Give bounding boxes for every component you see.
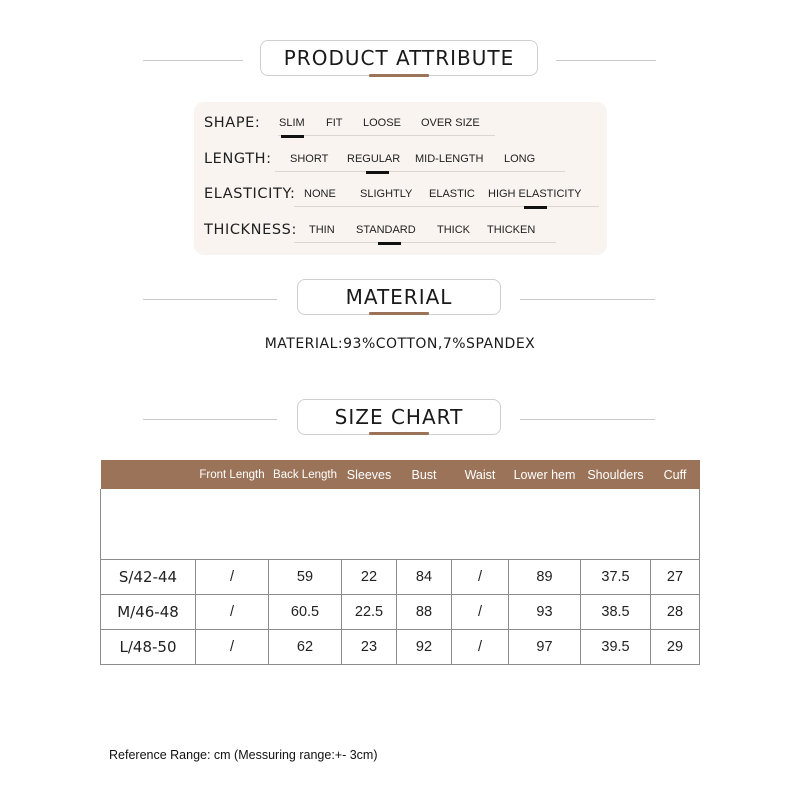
blank-row [101,489,700,559]
size-label: L/48-50 [101,629,196,664]
attr-option: HIGH ELASTICITY [488,188,582,200]
attr-option: LOOSE [363,117,401,129]
header-cell: Front Length [196,460,269,489]
attr-option: ELASTIC [429,188,475,200]
size-chart-table [100,460,700,665]
size-chart-header [0,399,800,439]
table-cell: 88 [397,594,452,629]
header-cell [101,460,196,489]
attr-option: SLIM [279,117,305,129]
attr-rule [278,135,495,136]
table-cell: 89 [509,559,581,594]
title-accent-bar [369,74,429,77]
header-cell: Waist [452,460,509,489]
section-title: MATERIAL [297,279,501,315]
attr-option: MID-LENGTH [415,153,484,165]
header-cell: Shoulders [581,460,651,489]
table-cell: / [452,629,509,664]
table-row [101,559,700,594]
table-cell: 23 [342,629,397,664]
table-cell: 92 [397,629,452,664]
title-accent-bar [369,312,429,315]
table-row [101,629,700,664]
attr-option: STANDARD [356,224,416,236]
header-cell: Sleeves [342,460,397,489]
selected-marker [524,206,547,209]
divider-line [556,60,656,61]
table-cell: 84 [397,559,452,594]
selected-marker [378,242,401,245]
attr-option: OVER SIZE [421,117,480,129]
attr-option: REGULAR [347,153,401,165]
attr-option: SHORT [290,153,329,165]
reference-range-note: Reference Range: cm (Messuring range:+- 3cm) [109,748,378,762]
attr-row-shape [194,115,607,139]
table-cell: / [452,559,509,594]
section-title: PRODUCT ATTRIBUTE [260,40,538,76]
table-cell: 38.5 [581,594,651,629]
divider-line [143,299,277,300]
table-cell: 97 [509,629,581,664]
attr-row-elasticity [194,186,607,210]
product-attribute-header [0,40,800,80]
table-cell: 28 [651,594,700,629]
divider-line [143,60,243,61]
divider-line [143,419,277,420]
title-accent-bar [369,432,429,435]
attr-option: SLIGHTLY [360,188,413,200]
size-label: M/46-48 [101,594,196,629]
selected-marker [281,135,304,138]
attribute-panel [194,102,607,255]
material-header [0,279,800,319]
selected-marker [366,171,389,174]
table-cell: / [196,594,269,629]
table-cell: / [196,559,269,594]
attr-option: THICKEN [487,224,536,236]
table-header-row [101,460,700,489]
table-cell: 22.5 [342,594,397,629]
attr-rule [294,242,556,243]
table-cell: 29 [651,629,700,664]
table-cell: 27 [651,559,700,594]
attr-label: ELASTICITY: [204,186,296,202]
attr-option: LONG [504,153,536,165]
attr-label: SHAPE: [204,115,261,131]
table-cell: 39.5 [581,629,651,664]
attr-option: THICK [437,224,470,236]
attr-option: THIN [309,224,335,236]
divider-line [520,299,655,300]
section-title: SIZE CHART [297,399,501,435]
table-cell: 60.5 [269,594,342,629]
table-cell: 93 [509,594,581,629]
table-cell: / [452,594,509,629]
attr-rule [294,206,599,207]
table-cell: 62 [269,629,342,664]
attr-label: THICKNESS: [204,222,297,238]
header-cell: Cuff [651,460,700,489]
table-cell: / [196,629,269,664]
attr-label: LENGTH: [204,151,272,167]
table-cell: 59 [269,559,342,594]
table-row [101,594,700,629]
table-cell: 37.5 [581,559,651,594]
header-cell: Bust [397,460,452,489]
table-cell: 22 [342,559,397,594]
attr-option: NONE [304,188,336,200]
header-cell: Back Length [269,460,342,489]
size-label: S/42-44 [101,559,196,594]
divider-line [520,419,655,420]
header-cell: Lower hem [509,460,581,489]
attr-row-length [194,151,607,175]
attr-row-thickness [194,222,607,246]
attr-rule [275,171,565,172]
material-composition: MATERIAL:93%COTTON,7%SPANDEX [264,336,536,352]
attr-option: FIT [326,117,343,129]
